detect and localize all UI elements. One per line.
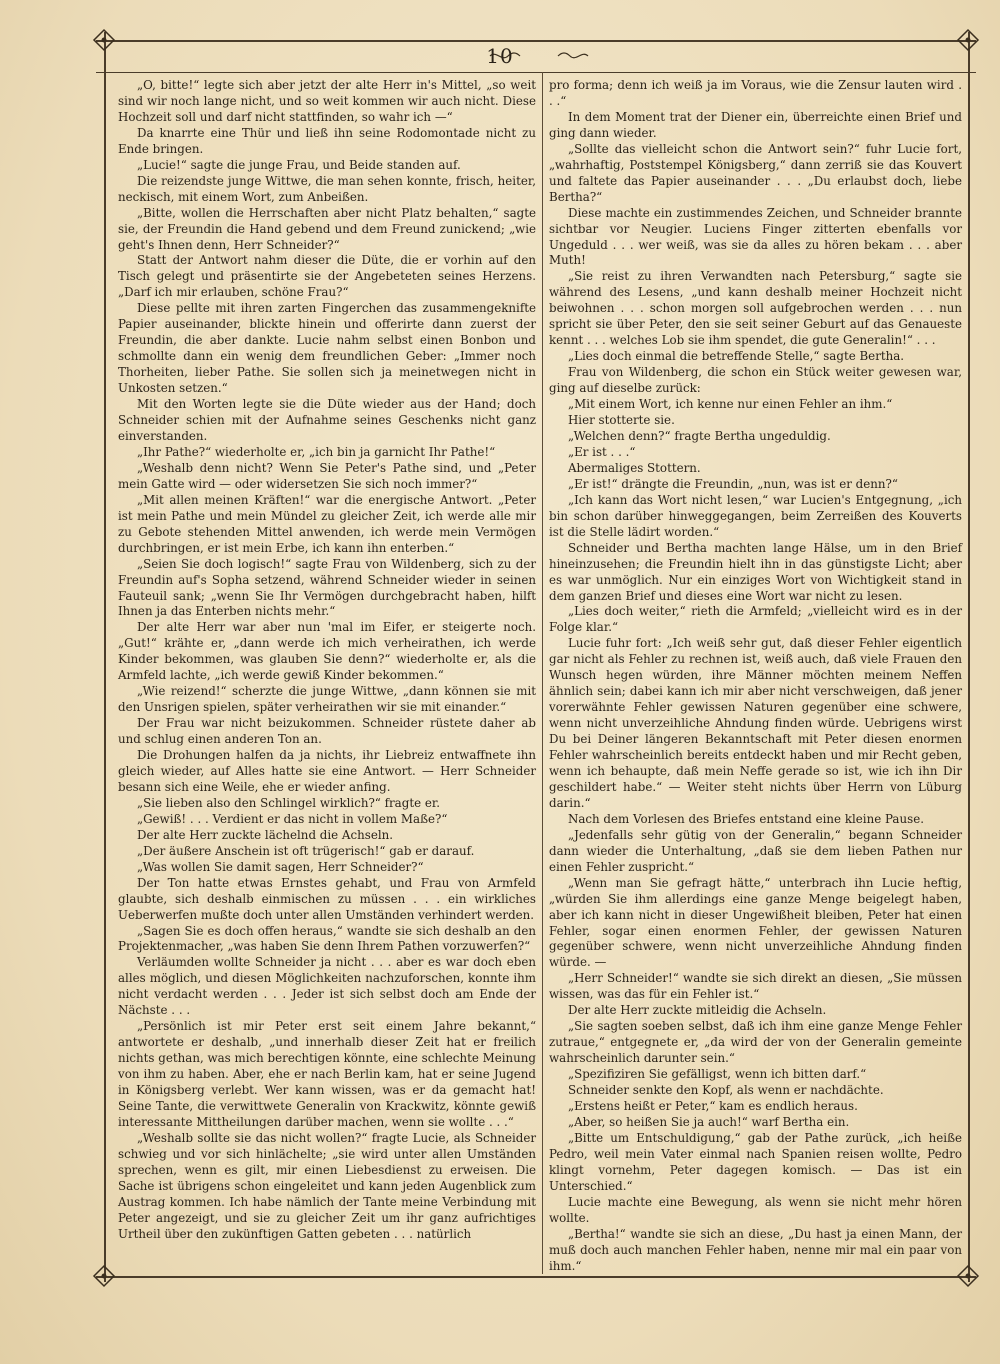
paragraph: Abermaliges Stottern.	[567, 460, 701, 475]
paragraph: Statt der Antwort nahm dieser die Düte, die er vorhin auf den Tisch gelegt und präsentirte sie der Angebeteten seines Herzens. „Darf ich mir erlauben, schöne Frau?“	[118, 253, 536, 300]
paragraph: „Persönlich ist mir Peter erst seit einem Jahre bekannt,“ antwortete er deshalb, „und innerhalb dieser Zeit hat er freilich nichts gethan, was mich berechtigen könnte, eine schlechte Meinung von ihm zu haben. Aber, ehe er nach Berlin kam, hat er seine Jugend in Königsberg verlebt. Wer kann wissen, was er da gemacht hat! Seine Tante, die verwittwete Generalin von Krackwitz, könnte gewiß interessante Mittheilungen darüber machen, wenn sie wollte . . .“	[118, 1019, 536, 1129]
paragraph: „Bitte, wollen die Herrschaften aber nicht Platz behalten,“ sagte sie, der Freundin die Hand gebend und dem Freund zunickend; „wie geht's Ihnen denn, Herr Schneider?“	[118, 205, 536, 252]
page-number: 10	[486, 44, 514, 68]
corner-ornament-icon	[92, 1264, 116, 1288]
paragraph: „Herr Schneider!“ wandte sie sich direkt an diesen, „Sie müssen wissen, was das für ein Fehler ist.“	[549, 971, 962, 1002]
paragraph: Die reizendste junge Wittwe, die man sehen konnte, frisch, heiter, neckisch, mit einem Wort, zum Anbeißen.	[118, 173, 536, 204]
paragraph: Diese pellte mit ihren zarten Fingerchen das zusammengeknifte Papier auseinander, blickte hinein und offerirte dann zuerst der Freundin, die aber dankte. Lucie nahm selbst einen Bonbon und schmollte dann ein wenig dem freundlichen Geber: „Immer noch Thorheiten, lieber Pathe. Sie sollen sich ja meinetwegen nicht in Unkosten setzen.“	[118, 301, 536, 396]
paragraph: „Sie sagten soeben selbst, daß ich ihm eine ganze Menge Fehler zutraue,“ entgegnete er, „da wird der von der Generalin gemeinte wahrscheinlich darunter sein.“	[549, 1019, 962, 1066]
paragraph: Diese machte ein zustimmendes Zeichen, und Schneider brannte sichtbar vor Neugier. Luciens Finger zitterten ebenfalls vor Ungeduld . . . wer weiß, was sie da alles zu hören bekam . . . aber Muth!	[549, 205, 962, 268]
paragraph: „Welchen denn?“ fragte Bertha ungeduldig.	[567, 428, 831, 443]
paragraph: „Er ist . . .“	[567, 444, 636, 459]
paragraph: „Spezifiziren Sie gefälligst, wenn ich bitten darf.“	[567, 1067, 867, 1082]
paragraph: Der Frau war nicht beizukommen. Schneider rüstete daher ab und schlug einen anderen Ton an.	[118, 716, 536, 747]
right-column	[549, 78, 962, 1274]
paragraph: Schneider senkte den Kopf, als wenn er nachdächte.	[567, 1083, 884, 1098]
paragraph: „Sie reist zu ihren Verwandten nach Petersburg,“ sagte sie während des Lesens, „und kann deshalb meiner Hochzeit nicht beiwohnen . . . schon morgen soll aufgebrochen werden . . . nun spricht sie über Peter, den sie seit seiner Geburt auf das Genaueste kennt . . . welches Lob sie ihm spendet, die gute Generalin!“ . . .	[549, 269, 962, 348]
paragraph: „Lies doch weiter,“ rieth die Armfeld; „vielleicht wird es in der Folge klar.“	[549, 604, 962, 635]
column-divider	[542, 72, 543, 1274]
paragraph: „Ich kann das Wort nicht lesen,“ war Lucien's Entgegnung, „ich bin schon darüber hinweggegangen, beim Zerreißen des Kouverts ist die Stelle lädirt worden.“	[549, 492, 962, 539]
paragraph: „Wenn man Sie gefragt hätte,“ unterbrach ihn Lucie heftig, „würden Sie ihm allerdings eine ganze Menge beigelegt haben, aber ich kann nicht in dieser Ungewißheit bleiben, Peter hat einen Fehler, sogar einen enormen Fehler, der gewissen Naturen gegenüber schwere, wenn nicht unverzeihliche Ahndung finden würde. —	[549, 875, 962, 970]
paragraph: „Weshalb sollte sie das nicht wollen?“ fragte Lucie, als Schneider schwieg und vor sich hinlächelte; „sie wird unter allen Umständen sprechen, wenn es gilt, mir einen Liebesdienst zu erweisen. Die Sache ist übrigens schon eingeleitet und kann jeden Augenblick zum Austrag kommen. Ich habe nämlich der Tante meine Verbindung mit Peter angezeigt, und sie zu gleicher Zeit um ihr ganz aufrichtiges Urtheil über den zukünftigen Gatten gebeten . . . natürlich	[118, 1130, 536, 1241]
flourish-right-icon	[556, 50, 590, 62]
paragraph: Frau von Wildenberg, die schon ein Stück weiter gewesen war, ging auf dieselbe zurück:	[549, 365, 962, 396]
paragraph: „Erstens heißt er Peter,“ kam es endlich heraus.	[567, 1099, 858, 1113]
frame-bottom-line	[96, 1276, 976, 1278]
paragraph: „Ihr Pathe?“ wiederholte er, „ich bin ja garnicht Ihr Pathe!“	[136, 444, 496, 459]
paragraph: Der alte Herr zuckte mitleidig die Achseln.	[567, 1003, 827, 1018]
left-column	[118, 78, 536, 1243]
paragraph: „Jedenfalls sehr gütig von der Generalin,“ begann Schneider dann wieder die Unterhaltung, „daß sie dem lieben Pathen nur einen Fehler zuspricht.“	[549, 827, 962, 874]
paragraph: Mit den Worten legte sie die Düte wieder aus der Hand; doch Schneider schien mit der Aufnahme seines Geschenks nicht ganz einverstanden.	[118, 397, 536, 443]
paragraph: „Mit einem Wort, ich kenne nur einen Fehler an ihm.“	[567, 397, 893, 412]
frame-top-line	[96, 40, 976, 42]
paragraph: Lucie fuhr fort: „Ich weiß sehr gut, daß dieser Fehler eigentlich gar nicht als Fehler zu rechnen ist, weiß auch, daß viele Frauen den Wunsch hegen würden, ihre Männer möchten meinem Neffen ähnlich sein; dabei kann ich mir aber nicht verschweigen, daß jener vorerwähnte Fehler gewissen Naturen gegenüber eine schwere, wenn nicht unverzeihliche Ahndung finden würde. Uebrigens wirst Du bei Deiner längeren Bekanntschaft mit Peter diesen enormen Fehler wahrscheinlich bereits entdeckt haben und mir Recht geben, wenn ich behaupte, daß mein Neffe gerade so ist, wie ich ihn Dir geschildert habe.“ — Weiter steht nichts über Herrn von Lüburg darin.“	[549, 636, 962, 810]
paragraph: „Der äußere Anschein ist oft trügerisch!“ gab er darauf.	[136, 843, 475, 858]
paragraph: „Sagen Sie es doch offen heraus,“ wandte sie sich deshalb an den Projektenmacher, „was haben Sie denn Ihrem Pathen vorzuwerfen?“	[118, 923, 536, 954]
paragraph: „O, bitte!“ legte sich aber jetzt der alte Herr in's Mittel, „so weit sind wir noch lange nicht, und so weit kommen wir auch nicht. Diese Hochzeit soll und darf nicht stattfinden, so wahr ich —“	[118, 78, 536, 124]
frame-top-line-inner	[96, 72, 976, 73]
paragraph: Der Ton hatte etwas Ernstes gehabt, und Frau von Armfeld glaubte, sich deshalb einmischen zu müssen . . . ein wirkliches Ueberwerfen mußte doch unter allen Umständen verhindert werden.	[118, 875, 536, 922]
paragraph: „Wie reizend!“ scherzte die junge Wittwe, „dann können sie mit den Unsrigen spielen, später verheirathen wir sie mit einander.“	[118, 684, 536, 715]
paragraph: „Er ist!“ drängte die Freundin, „nun, was ist er denn?“	[567, 476, 898, 491]
paragraph: In dem Moment trat der Diener ein, überreichte einen Brief und ging dann wieder.	[549, 109, 962, 140]
paragraph: Lucie machte eine Bewegung, als wenn sie nicht mehr hören wollte.	[549, 1194, 962, 1225]
paragraph: „Was wollen Sie damit sagen, Herr Schneider?“	[136, 859, 424, 874]
paragraph: „Weshalb denn nicht? Wenn Sie Peter's Pathe sind, und „Peter mein Gatte wird — oder widersetzen Sie sich noch immer?“	[118, 460, 536, 491]
paragraph: Die Drohungen halfen da ja nichts, ihr Liebreiz entwaffnete ihn gleich wieder, auf Alles hatte sie eine Antwort. — Herr Schneider besann sich eine Weile, ehe er wieder anfing.	[118, 748, 536, 794]
paragraph: „Lies doch einmal die betreffende Stelle,“ sagte Bertha.	[567, 349, 905, 364]
paragraph: Der alte Herr war aber nun 'mal im Eifer, er steigerte noch. „Gut!“ krähte er, „dann werde ich mich verheirathen, ich werde Kinder bekommen, was glauben Sie denn?“ wiederholte er, als die Armfeld lachte, „ich werde gewiß Kinder bekommen.“	[118, 620, 536, 683]
paragraph: „Bitte um Entschuldigung,“ gab der Pathe zurück, „ich heiße Pedro, weil mein Vater einmal nach Spanien reisen wollte, Pedro klingt vornehm, Peter dagegen komisch. — Das ist ein Unterschied.“	[549, 1130, 962, 1193]
paragraph: Schneider und Bertha machten lange Hälse, um in den Brief hineinzusehen; die Freundin hielt ihn in das günstigste Licht; aber es war unmöglich. Nur ein einziges Wort von Wichtigkeit stand in dem ganzen Brief und dieses eine Wort war nicht zu lesen.	[549, 540, 962, 603]
paragraph: „Sollte das vielleicht schon die Antwort sein?“ fuhr Lucie fort, „wahrhaftig, Poststempel Königsberg,“ dann zerriß sie das Kouvert und faltete das Papier auseinander . . . „Du erlaubst doch, liebe Bertha?“	[549, 141, 962, 204]
paragraph: Nach dem Vorlesen des Briefes entstand eine kleine Pause.	[567, 811, 924, 826]
frame-left-line	[104, 32, 106, 1282]
paragraph: Der alte Herr zuckte lächelnd die Achseln.	[136, 827, 394, 842]
paragraph: Verläumden wollte Schneider ja nicht . . . aber es war doch eben alles möglich, und diesen Möglichkeiten nachzuforschen, konnte ihm nicht verdacht werden . . . Jeder ist sich selbst doch am Ende der Nächste . . .	[118, 955, 536, 1018]
paragraph: „Aber, so heißen Sie ja auch!“ warf Bertha ein.	[567, 1114, 850, 1129]
paragraph: „Lucie!“ sagte die junge Frau, und Beide standen auf.	[136, 157, 461, 172]
paragraph: „Bertha!“ wandte sie sich an diese, „Du hast ja einen Mann, der muß doch auch manchen Fehler haben, nenne mir mal ein paar von ihm.“	[549, 1226, 962, 1273]
frame-right-line	[968, 32, 970, 1282]
paragraph: Hier stotterte sie.	[567, 413, 675, 428]
paragraph: Da knarrte eine Thür und ließ ihn seine Rodomontade nicht zu Ende bringen.	[118, 125, 536, 156]
paragraph: „Sie lieben also den Schlingel wirklich?“ fragte er.	[136, 795, 440, 810]
paragraph: „Mit allen meinen Kräften!“ war die energische Antwort. „Peter ist mein Pathe und mein Mündel zu gleicher Zeit, ich werde alle mir zu Gebote stehenden Mittel anwenden, ich werde mein Vermögen durchbringen, er ist mein Erbe, ich kann ihn enterben.“	[118, 492, 536, 555]
paragraph: „Seien Sie doch logisch!“ sagte Frau von Wildenberg, sich zu der Freundin auf's Sopha setzend, während Schneider wieder in seinen Fauteuil sank; „wenn Sie Ihr Vermögen durchgebracht haben, hilft Ihnen ja das Enterben nichts mehr.“	[118, 556, 536, 619]
paragraph: „Gewiß! . . . Verdient er das nicht in vollem Maße?“	[136, 811, 448, 826]
paragraph: pro forma; denn ich weiß ja im Voraus, wie die Zensur lauten wird . . .“	[549, 78, 962, 108]
